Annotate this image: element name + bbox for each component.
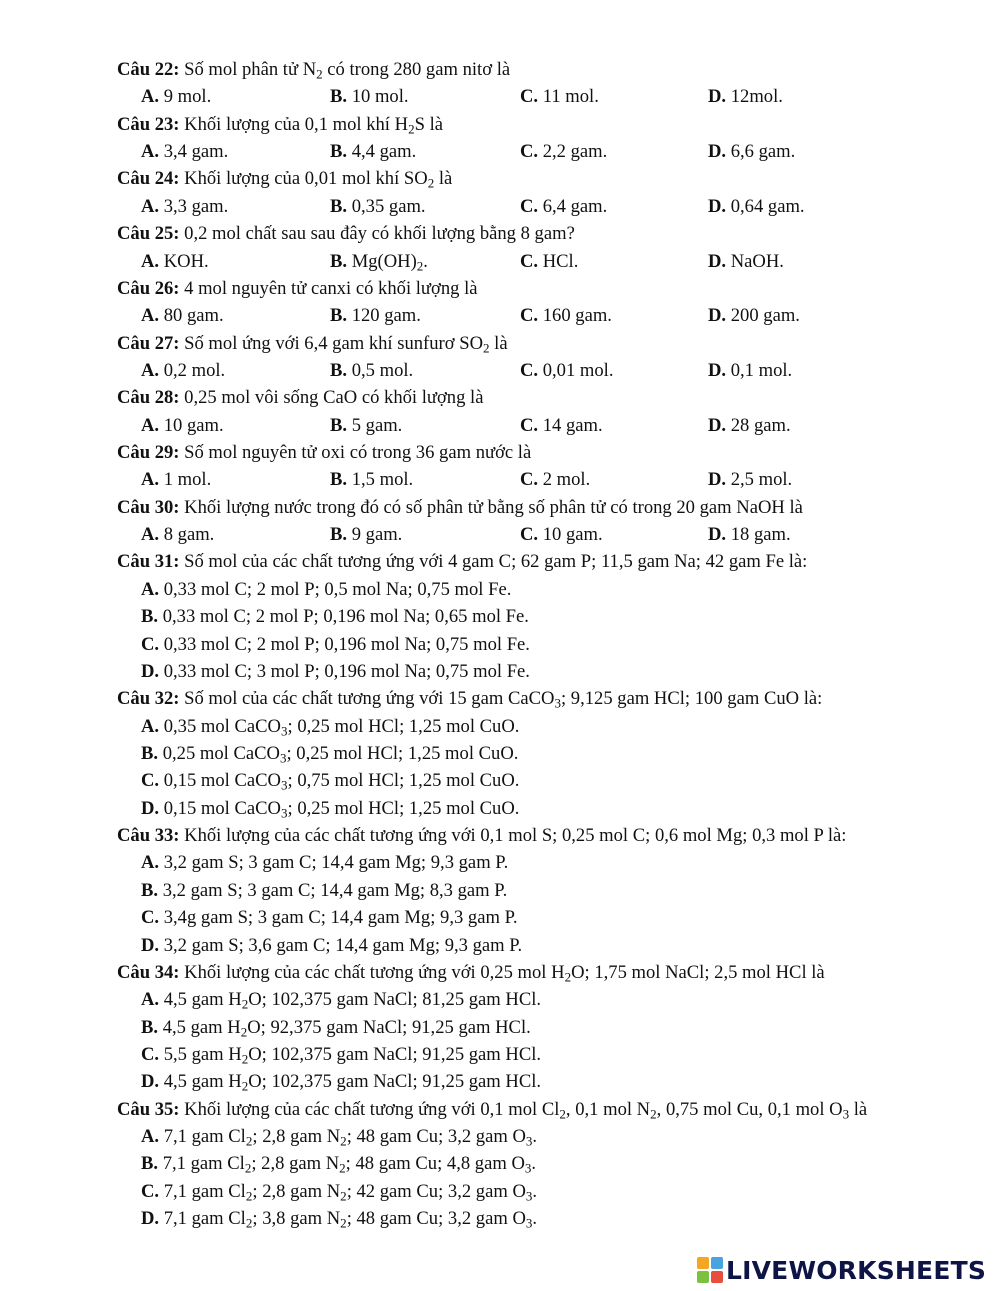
option-text: 0,33 mol C; 2 mol P; 0,5 mol Na; 0,75 mol Fe. [159, 578, 512, 600]
answer-option-d[interactable] [708, 302, 800, 330]
option-text: 0,33 mol C; 2 mol P; 0,196 mol Na; 0,65 mol Fe. [158, 606, 529, 628]
question-text: Số mol nguyên tử oxi có trong 36 gam nước là [179, 442, 532, 464]
option-label: D. [708, 524, 727, 546]
option-label: C. [520, 359, 539, 381]
option-text: 5 gam. [347, 414, 403, 436]
question-number: Câu 26: [117, 277, 180, 299]
option-text: 0,35 mol CaCO$_3$; 0,25 mol HCl; 1,25 mol CuO. [159, 715, 520, 738]
option-label: C. [520, 250, 539, 272]
logo-square-1 [697, 1257, 709, 1269]
answer-option-a[interactable] [141, 248, 209, 276]
option-label: C. [520, 469, 539, 491]
option-text: 7,1 gam $Cl_2$; 2,8 gam $N_2$; 48 gam Cu; 3,2 gam $O_3$. [159, 1126, 538, 1149]
answer-option-b[interactable] [141, 1014, 531, 1042]
answer-option-d[interactable] [141, 658, 530, 686]
answer-option-b[interactable] [330, 193, 426, 221]
question-text: Số mol phân tử $N_2$ có trong 280 gam nitơ là [179, 59, 511, 82]
logo-square-2 [711, 1257, 723, 1269]
answer-option-c[interactable] [520, 248, 578, 276]
option-text: 200 gam. [726, 305, 800, 327]
question-text: Khối lượng nước trong đó có số phân tử bằng số phân tử có trong 20 gam NaOH là [179, 496, 803, 518]
answer-option-d[interactable] [141, 932, 522, 960]
option-label: D. [708, 305, 727, 327]
option-text: 7,1 gam $Cl_2$; 3,8 gam $N_2$; 48 gam Cu; 3,2 gam $O_3$. [159, 1208, 538, 1231]
option-text: 0,25 mol CaCO$_3$; 0,25 mol HCl; 1,25 mol CuO. [158, 743, 519, 766]
question-stem [117, 220, 575, 248]
question-stem [117, 330, 508, 358]
option-label: D. [141, 660, 160, 682]
option-label: C. [520, 524, 539, 546]
option-label: D. [141, 934, 160, 956]
question-number: Câu 32: [117, 688, 180, 710]
option-text: 3,4g gam S; 3 gam C; 14,4 gam Mg; 9,3 gam P. [159, 907, 518, 929]
option-text: 11 mol. [538, 86, 599, 108]
answer-option-d[interactable] [708, 248, 784, 276]
option-text: 6,6 gam. [726, 141, 796, 163]
option-text: 160 gam. [538, 305, 612, 327]
option-text: 1,5 mol. [347, 469, 414, 491]
question-number: Câu 33: [117, 825, 180, 847]
option-text: 2,5 mol. [726, 469, 793, 491]
logo-square-4 [711, 1271, 723, 1283]
answer-option-b[interactable] [141, 740, 518, 768]
option-text: 3,4 gam. [159, 141, 229, 163]
answer-option-d[interactable] [708, 83, 783, 111]
answer-option-b[interactable] [330, 357, 413, 385]
option-label: B. [330, 359, 348, 381]
answer-option-a[interactable] [141, 466, 211, 494]
question-text: 0,2 mol chất sau sau đây có khối lượng bằng 8 gam? [179, 223, 575, 245]
question-text: Khối lượng của các chất tương ứng với 0,1 mol S; 0,25 mol C; 0,6 mol Mg; 0,3 mol P là: [179, 825, 847, 847]
option-label: A. [141, 852, 160, 874]
option-label: A. [141, 578, 160, 600]
answer-option-b[interactable] [330, 466, 413, 494]
option-text: 28 gam. [726, 414, 791, 436]
option-label: A. [141, 715, 160, 737]
option-label: A. [141, 195, 160, 217]
question-stem [117, 275, 478, 303]
option-text: 0,33 mol C; 2 mol P; 0,196 mol Na; 0,75 mol Fe. [159, 633, 530, 655]
answer-option-d[interactable] [141, 795, 519, 823]
option-label: D. [708, 469, 727, 491]
option-label: C. [141, 770, 160, 792]
option-text: 9 mol. [159, 86, 212, 108]
question-text: Số mol của các chất tương ứng với 4 gam C; 62 gam P; 11,5 gam Na; 42 gam Fe là: [179, 551, 808, 573]
option-text: 2 mol. [538, 469, 591, 491]
option-label: B. [330, 469, 348, 491]
option-label: B. [330, 250, 348, 272]
answer-option-a[interactable] [141, 193, 228, 221]
question-text: 0,25 mol vôi sống CaO có khối lượng là [179, 387, 484, 409]
option-label: B. [141, 1016, 159, 1038]
answer-option-c[interactable] [520, 83, 599, 111]
brand-text: LIVEWORKSHEETS [726, 1255, 987, 1285]
answer-option-b[interactable] [330, 138, 416, 166]
answer-option-d[interactable] [708, 466, 792, 494]
question-stem [117, 1096, 867, 1124]
option-text: 2,2 gam. [538, 141, 608, 163]
option-label: D. [708, 414, 727, 436]
option-text: 4,4 gam. [347, 141, 417, 163]
answer-option-c[interactable] [520, 521, 603, 549]
option-label: A. [141, 1126, 160, 1148]
question-stem [117, 959, 825, 987]
option-label: C. [520, 195, 539, 217]
option-label: B. [330, 414, 348, 436]
question-number: Câu 30: [117, 496, 180, 518]
option-label: B. [330, 524, 348, 546]
option-text: 0,33 mol C; 3 mol P; 0,196 mol Na; 0,75 mol Fe. [159, 660, 530, 682]
answer-option-c[interactable] [141, 1041, 541, 1069]
option-label: A. [141, 86, 160, 108]
option-text: 10 gam. [538, 524, 603, 546]
option-text: NaOH. [726, 250, 784, 272]
answer-option-c[interactable] [141, 767, 519, 795]
option-text: 0,15 mol CaCO$_3$; 0,25 mol HCl; 1,25 mol CuO. [159, 797, 520, 820]
answer-option-c[interactable] [520, 357, 614, 385]
option-text: 10 gam. [159, 414, 224, 436]
option-label: D. [708, 195, 727, 217]
answer-option-c[interactable] [520, 412, 603, 440]
liveworksheets-logo-icon [697, 1257, 723, 1283]
option-label: D. [141, 1071, 160, 1093]
question-number: Câu 27: [117, 332, 180, 354]
option-text: 6,4 gam. [538, 195, 608, 217]
option-label: B. [330, 305, 348, 327]
answer-option-a[interactable] [141, 576, 511, 604]
answer-option-a[interactable] [141, 357, 225, 385]
option-label: B. [141, 606, 159, 628]
option-text: 0,01 mol. [538, 359, 614, 381]
question-stem [117, 111, 443, 139]
answer-option-a[interactable] [141, 1123, 537, 1151]
option-label: D. [141, 797, 160, 819]
question-text: Khối lượng của các chất tương ứng với 0,25 mol $H_2O$; 1,75 mol NaCl; 2,5 mol HCl là [179, 961, 825, 985]
option-label: A. [141, 359, 160, 381]
option-label: B. [141, 743, 159, 764]
option-text: 0,5 mol. [347, 359, 414, 381]
option-label: A. [141, 305, 160, 327]
question-text: 4 mol nguyên tử canxi có khối lượng là [179, 277, 478, 299]
option-label: B. [141, 879, 159, 901]
question-number: Câu 28: [117, 387, 180, 409]
option-text: 5,5 gam $H_2O$; 102,375 gam NaCl; 91,25 gam HCl. [159, 1043, 542, 1067]
answer-option-c[interactable] [520, 138, 607, 166]
option-text: 0,35 gam. [347, 195, 426, 217]
answer-option-d[interactable] [708, 193, 805, 221]
question-number: Câu 22: [117, 59, 180, 80]
option-label: B. [330, 195, 348, 217]
option-label: D. [708, 141, 727, 163]
answer-option-a[interactable] [141, 302, 224, 330]
question-stem [117, 685, 822, 713]
answer-option-c[interactable] [520, 193, 607, 221]
answer-option-c[interactable] [520, 466, 590, 494]
option-text: 0,64 gam. [726, 195, 805, 217]
question-stem [117, 439, 531, 467]
option-label: A. [141, 989, 160, 1011]
option-text: 0,15 mol CaCO$_3$; 0,75 mol HCl; 1,25 mol CuO. [159, 770, 520, 793]
option-label: C. [520, 305, 539, 327]
option-text: 1 mol. [159, 469, 212, 491]
answer-option-a[interactable] [141, 986, 541, 1014]
option-text: KOH. [159, 250, 209, 272]
question-number: Câu 24: [117, 168, 180, 190]
answer-option-b[interactable] [330, 521, 402, 549]
option-label: C. [141, 907, 160, 929]
option-text: 7,1 gam $Cl_2$; 2,8 gam $N_2$; 48 gam Cu; 4,8 gam $O_3$. [158, 1153, 537, 1176]
answer-option-d[interactable] [708, 357, 792, 385]
option-text: 3,2 gam S; 3 gam C; 14,4 gam Mg; 9,3 gam P. [159, 852, 509, 874]
answer-option-c[interactable] [141, 1178, 537, 1206]
option-label: D. [708, 86, 727, 108]
option-label: D. [141, 1208, 160, 1230]
option-text: 12mol. [726, 86, 783, 108]
option-text: 4,5 gam $H_2O$; 92,375 gam NaCl; 91,25 gam HCl. [158, 1016, 531, 1039]
option-label: C. [141, 633, 160, 655]
option-text: 3,3 gam. [159, 195, 229, 217]
question-text: Số mol ứng với 6,4 gam khí sunfurơ $SO_2$ là [179, 332, 508, 355]
option-label: C. [141, 1043, 160, 1065]
question-stem [117, 822, 846, 850]
answer-option-a[interactable] [141, 83, 211, 111]
option-label: A. [141, 469, 160, 491]
answer-option-a[interactable] [141, 521, 214, 549]
option-text: HCl. [538, 250, 579, 272]
answer-option-d[interactable] [708, 138, 795, 166]
option-label: A. [141, 414, 160, 436]
question-stem [117, 165, 452, 193]
answer-option-d[interactable] [141, 1068, 541, 1096]
option-label: D. [708, 250, 727, 272]
option-text: 9 gam. [347, 524, 403, 546]
question-text: Khối lượng của các chất tương ứng với 0,1 mol $Cl_2$, 0,1 mol $N_2$, 0,75 mol Cu, 0,1 mol $O_3$ là [179, 1098, 868, 1121]
option-text: 0,2 mol. [159, 359, 226, 381]
answer-option-b[interactable] [330, 248, 428, 276]
answer-option-b[interactable] [330, 83, 409, 111]
option-label: B. [330, 86, 348, 108]
option-text: 80 gam. [159, 305, 224, 327]
answer-option-d[interactable] [141, 1205, 537, 1233]
question-stem [117, 548, 807, 576]
option-label: C. [520, 141, 539, 163]
question-number: Câu 23: [117, 113, 180, 135]
answer-option-b[interactable] [141, 1150, 536, 1178]
option-text: 4,5 gam $H_2O$; 102,375 gam NaCl; 91,25 gam HCl. [159, 1071, 542, 1094]
option-text: 0,1 mol. [726, 359, 793, 381]
question-number: Câu 35: [117, 1098, 180, 1120]
option-label: C. [141, 1180, 160, 1202]
option-label: A. [141, 141, 160, 163]
option-text: 14 gam. [538, 414, 603, 436]
option-text: 120 gam. [347, 305, 421, 327]
answer-option-a[interactable] [141, 412, 224, 440]
answer-option-b[interactable] [141, 603, 529, 631]
question-text: Khối lượng của 0,01 mol khí $SO_2$ là [179, 168, 453, 191]
option-label: C. [520, 414, 539, 436]
question-number: Câu 34: [117, 961, 180, 983]
liveworksheets-logo [697, 1253, 986, 1287]
answer-option-c[interactable] [520, 302, 612, 330]
question-text: Khối lượng của 0,1 mol khí $H_2S$ là [179, 113, 443, 136]
answer-option-d[interactable] [708, 521, 791, 549]
question-stem [117, 384, 483, 412]
option-text: $Mg(OH)_2$. [347, 250, 428, 273]
option-text: 10 mol. [347, 86, 409, 108]
question-stem [117, 56, 510, 84]
question-number: Câu 25: [117, 223, 180, 245]
answer-option-a[interactable] [141, 713, 519, 741]
option-label: A. [141, 524, 160, 546]
option-label: B. [330, 141, 348, 163]
answer-option-b[interactable] [330, 412, 402, 440]
answer-option-d[interactable] [708, 412, 791, 440]
option-text: 4,5 gam $H_2O$; 102,375 gam NaCl; 81,25 gam HCl. [159, 989, 542, 1012]
logo-square-3 [697, 1271, 709, 1283]
option-text: 3,2 gam S; 3 gam C; 14,4 gam Mg; 8,3 gam P. [158, 879, 508, 901]
option-text: 3,2 gam S; 3,6 gam C; 14,4 gam Mg; 9,3 gam P. [159, 934, 523, 956]
option-label: B. [141, 1153, 159, 1175]
option-label: D. [708, 359, 727, 381]
question-text: Số mol của các chất tương ứng với 15 gam CaCO$_3$; 9,125 gam HCl; 100 gam CuO là: [179, 688, 823, 711]
answer-option-a[interactable] [141, 849, 508, 877]
answer-option-c[interactable] [141, 631, 530, 659]
option-text: 18 gam. [726, 524, 791, 546]
answer-option-b[interactable] [330, 302, 421, 330]
option-label: C. [520, 86, 539, 108]
option-text: 7,1 gam $Cl_2$; 2,8 gam $N_2$; 42 gam Cu; 3,2 gam $O_3$. [159, 1180, 538, 1203]
answer-option-a[interactable] [141, 138, 228, 166]
question-number: Câu 31: [117, 551, 180, 573]
question-stem [117, 494, 803, 522]
question-number: Câu 29: [117, 442, 180, 464]
option-label: A. [141, 250, 160, 272]
answer-option-b[interactable] [141, 877, 507, 905]
option-text: 8 gam. [159, 524, 215, 546]
answer-option-c[interactable] [141, 904, 518, 932]
